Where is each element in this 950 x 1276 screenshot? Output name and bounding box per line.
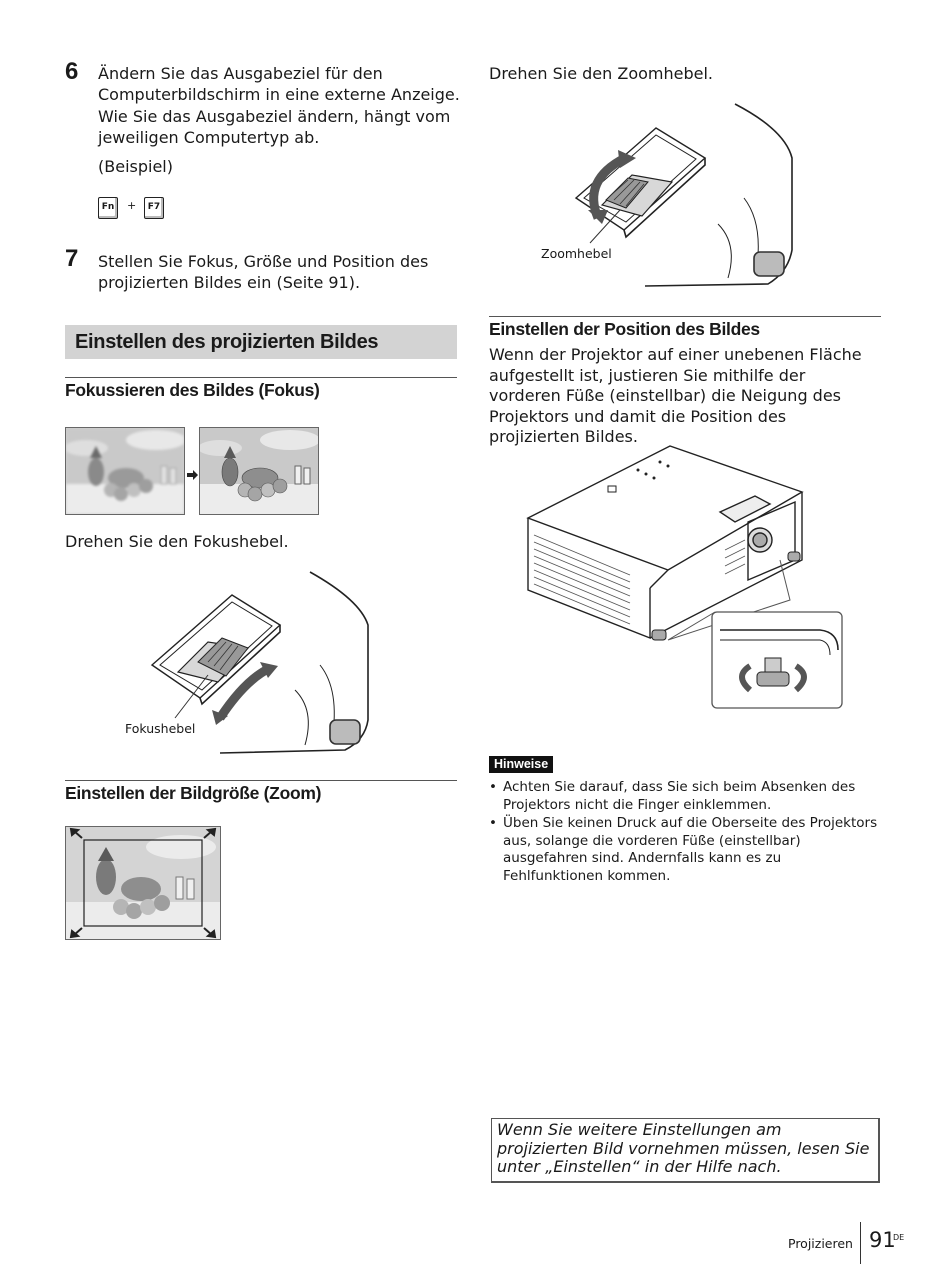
zoom-lever-label: Zoomhebel <box>541 246 612 261</box>
divider <box>489 316 881 317</box>
zoom-lever-illustration <box>540 100 800 294</box>
position-heading: Einstellen der Position des Bildes <box>489 319 760 339</box>
step-6-text: Ändern Sie das Ausgabeziel für den Computerbildschirm in eine externe Anzeige. <box>98 64 460 104</box>
section-title-bar <box>65 325 457 359</box>
position-text: Wenn der Projektor auf einer unebenen Fläche aufgestellt ist, justieren Sie mithilfe der vorderen Füße (einstellbar) die Neigung des Projektors und damit die Position des projizierten Bildes. <box>489 345 862 446</box>
blurry-fruit-image <box>65 427 185 515</box>
fn-key-icon: Fn <box>98 197 118 219</box>
notes-label: Hinweise <box>489 756 553 773</box>
divider <box>65 377 457 378</box>
footer-section: Projizieren <box>788 1236 853 1251</box>
step-6-number: 6 <box>65 58 79 85</box>
focus-heading: Fokussieren des Bildes (Fokus) <box>65 380 320 400</box>
step-7-text: Stellen Sie Fokus, Größe und Position des projizierten Bildes ein (Seite 91). <box>98 252 429 292</box>
zoom-fruit-image <box>65 826 221 940</box>
projector-feet-illustration <box>520 440 850 719</box>
step-6-example: (Beispiel) <box>98 157 173 176</box>
page-number: 91 <box>869 1228 896 1252</box>
step-6-subtext: Wie Sie das Ausgabeziel ändern, hängt vom jeweiligen Computertyp ab. <box>98 107 451 147</box>
f7-key-icon: F7 <box>144 197 164 219</box>
notes-list <box>489 779 881 886</box>
arrow-right-icon <box>187 465 198 484</box>
zoom-instruction: Drehen Sie den Zoomhebel. <box>489 64 713 83</box>
plus-sign: + <box>127 199 137 212</box>
tip-box: Wenn Sie weitere Einstellungen am projizierten Bild vornehmen müssen, lesen Sie unter „Einstellen“ in der Hilfe nach. <box>491 1118 880 1183</box>
list-item: • Achten Sie darauf, dass Sie sich beim Absenken des Projektors nicht die Finger einklemmen. <box>489 779 881 814</box>
section-title: Einstellen des projizierten Bildes <box>75 331 379 353</box>
footer-divider <box>860 1222 861 1264</box>
language-code: DE <box>893 1233 905 1242</box>
divider <box>65 780 457 781</box>
sharp-fruit-image <box>199 427 319 515</box>
list-item: • Üben Sie keinen Druck auf die Oberseite des Projektors aus, solange die vorderen Füße (einstellbar) ausgefahren sind. Andernfalls kann es zu Fehlfunktionen kommen. <box>489 815 881 885</box>
step-7-number: 7 <box>65 245 79 272</box>
zoom-heading: Einstellen der Bildgröße (Zoom) <box>65 783 322 803</box>
focus-lever-label: Fokushebel <box>125 721 196 736</box>
focus-instruction: Drehen Sie den Fokushebel. <box>65 532 289 551</box>
